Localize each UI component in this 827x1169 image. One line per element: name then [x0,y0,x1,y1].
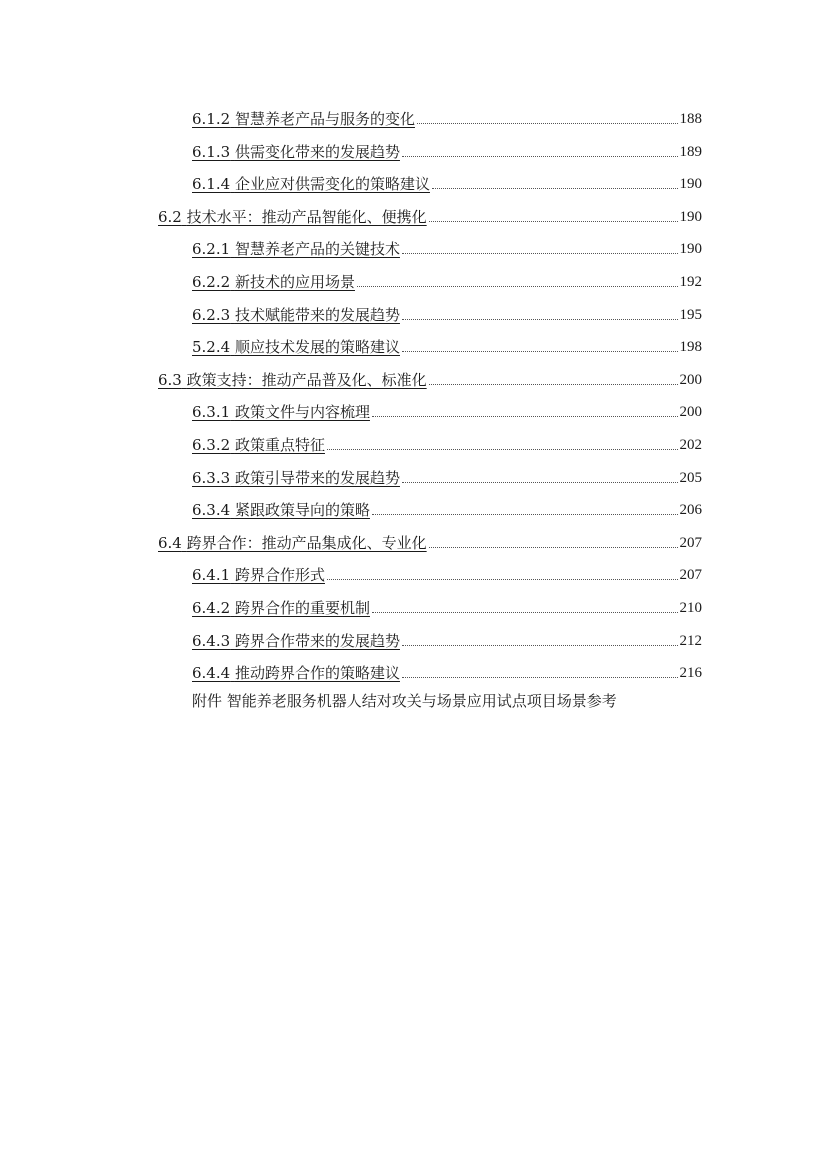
toc-dot-leader [372,416,678,417]
toc-dot-leader [402,677,678,678]
toc-page-number: 205 [679,469,702,486]
toc-subsection-entry[interactable] [192,168,702,194]
toc-entry-link[interactable] [192,402,370,422]
toc-entry-number: 6.1.3 [192,142,231,161]
toc-page-number: 212 [679,632,702,649]
toc-entry-title: 跨界合作：推动产品集成化、专业化 [186,533,427,552]
toc-dot-leader [402,351,678,352]
toc-dot-leader [429,384,678,385]
toc-entry-title: 技术赋能带来的发展趋势 [234,305,400,324]
toc-entry-link[interactable] [192,468,400,488]
toc-subsection-entry[interactable] [192,396,702,422]
toc-entry-number: 6.4.3 [192,631,231,650]
toc-dot-leader [402,482,678,483]
toc-subsection-entry[interactable] [192,299,702,325]
toc-dot-leader [402,253,678,254]
toc-subsection-entry[interactable] [192,266,702,292]
toc-entry-link[interactable] [158,533,427,553]
toc-entry-number: 6.1.2 [192,110,231,128]
toc-page-number: 198 [679,339,702,356]
toc-entry-link[interactable] [192,272,355,292]
toc-entry-title: 跨界合作带来的发展趋势 [234,631,400,650]
toc-entry-title: 政策文件与内容梳理 [234,403,370,422]
toc-entry-number: 6.2.2 [192,273,231,291]
toc-entry-link[interactable] [192,239,400,259]
toc-page-number: 206 [679,502,702,519]
toc-dot-leader [417,123,678,124]
toc-entry-title: 政策引导带来的发展趋势 [234,468,400,487]
toc-entry-number: 6.3.4 [192,501,231,520]
toc-entry-number: 6.4.2 [192,599,231,617]
toc-entry-title: 智慧养老产品与服务的变化 [234,110,415,128]
appendix-line: 附件 智能养老服务机器人结对攻关与场景应用试点项目场景参考 [192,692,617,710]
toc-page-number: 188 [679,111,702,127]
toc-page-number: 190 [679,241,702,258]
toc-subsection-entry[interactable] [192,462,702,488]
toc-entry-title: 推动跨界合作的策略建议 [234,664,400,683]
toc-entry-number: 6.2.1 [192,240,231,259]
toc-entry-link[interactable] [192,109,415,129]
toc-page-number: 202 [679,437,702,453]
toc-page-number: 190 [679,176,702,193]
toc-page-number: 190 [679,208,702,225]
toc-entry-link[interactable] [192,631,400,651]
toc-dot-leader [372,612,678,613]
toc-subsection-entry[interactable] [192,657,702,683]
toc-entry-link[interactable] [192,500,370,520]
toc-entry-title: 企业应对供需变化的策略建议 [234,175,430,194]
toc-entry-number: 6.1.4 [192,175,231,194]
toc-page-number: 192 [679,274,702,290]
toc-entry-number: 6.2 [158,207,182,226]
toc-entry-link[interactable] [192,663,400,683]
toc-entry-link[interactable] [192,565,325,585]
toc-dot-leader [327,449,678,450]
toc-page-number: 200 [679,404,702,421]
toc-entry-link[interactable] [192,435,325,455]
toc-page-number: 207 [679,534,702,551]
toc-page-number: 207 [679,567,702,584]
toc-entry-link[interactable] [192,174,430,194]
toc-section-entry[interactable] [158,527,702,553]
toc-dot-leader [327,579,678,580]
toc-entry-title: 新技术的应用场景 [234,273,355,291]
toc-entry-title: 政策支持：推动产品普及化、标准化 [186,370,427,389]
toc-subsection-entry[interactable] [192,592,702,618]
toc-dot-leader [402,319,678,320]
toc-subsection-entry[interactable] [192,559,702,585]
toc-entry-number: 6.4 [158,533,182,552]
toc-page-number: 200 [679,371,702,388]
toc-section-entry[interactable] [158,364,702,390]
toc-subsection-entry[interactable] [192,625,702,651]
toc-entry-title: 跨界合作形式 [234,566,325,585]
toc-entry-link[interactable] [158,370,427,390]
toc-subsection-entry[interactable] [192,233,702,259]
toc-entry-number: 6.3.3 [192,468,231,487]
toc-entry-title: 顺应技术发展的策略建议 [234,338,400,357]
toc-entry-title: 技术水平：推动产品智能化、便携化 [186,207,427,226]
toc-entry-link[interactable] [192,305,400,325]
toc-subsection-entry[interactable] [192,331,702,357]
toc-dot-leader [429,547,678,548]
toc-dot-leader [402,156,678,157]
toc-subsection-entry[interactable] [192,103,702,129]
toc-entry-number: 5.2.4 [192,338,231,357]
toc-entry-title: 供需变化带来的发展趋势 [234,142,400,161]
toc-entry-link[interactable] [158,207,427,227]
toc-dot-leader [357,286,678,287]
toc-entry-number: 6.4.1 [192,566,231,585]
toc-subsection-entry[interactable] [192,136,702,162]
toc-entry-link[interactable] [192,598,370,618]
toc-dot-leader [402,645,678,646]
toc-entry-title: 智慧养老产品的关键技术 [234,240,400,259]
toc-entry-link[interactable] [192,337,400,357]
toc-subsection-entry[interactable] [192,494,702,520]
toc-subsection-entry[interactable] [192,429,702,455]
toc-entry-link[interactable] [192,142,400,162]
toc-section-entry[interactable] [158,201,702,227]
toc-entry-title: 跨界合作的重要机制 [234,599,370,617]
toc-dot-leader [429,221,678,222]
toc-page-number: 216 [679,665,702,682]
toc-dot-leader [432,188,678,189]
toc-page-number: 189 [679,143,702,160]
toc-entry-title: 政策重点特征 [234,436,325,454]
toc-entry-number: 6.4.4 [192,664,231,683]
toc-entry-number: 6.3.2 [192,436,231,454]
toc-entry-number: 6.2.3 [192,305,231,324]
toc-entry-number: 6.3 [158,370,182,389]
toc-page-number: 210 [679,600,702,616]
toc-entry-title: 紧跟政策导向的策略 [234,501,370,520]
toc-entry-number: 6.3.1 [192,403,231,422]
toc-dot-leader [372,514,678,515]
toc-page-number: 195 [679,306,702,323]
